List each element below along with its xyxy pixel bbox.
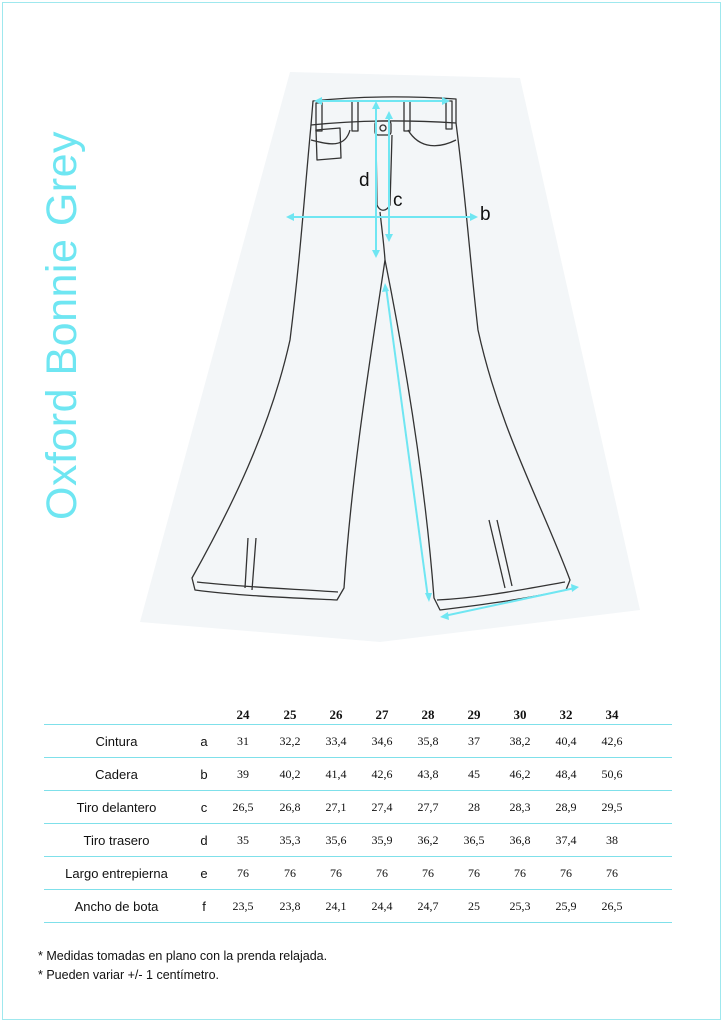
size-chart-table (44, 706, 672, 923)
note-measurement: * Medidas tomadas en plano con la prenda relajada. (38, 949, 328, 963)
table-row (44, 857, 672, 890)
measure-label-c: c (393, 190, 403, 211)
table-row (44, 791, 672, 824)
size-header-row (44, 706, 672, 725)
row-spacer (635, 824, 672, 857)
size-header-cell: 25 (267, 706, 313, 725)
measurement-value: 27,4 (359, 791, 405, 824)
size-header-cell: 29 (451, 706, 497, 725)
measurement-value: 36,8 (497, 824, 543, 857)
row-spacer (635, 857, 672, 890)
measurement-name: Tiro trasero (44, 824, 189, 857)
measurement-value: 42,6 (589, 725, 635, 758)
measurement-value: 25 (451, 890, 497, 923)
measurement-value: 76 (313, 857, 359, 890)
measurement-value: 28,9 (543, 791, 589, 824)
measurement-letter: a (189, 725, 219, 758)
measurement-value: 42,6 (359, 758, 405, 791)
row-spacer (635, 890, 672, 923)
measurement-value: 43,8 (405, 758, 451, 791)
measurement-value: 23,8 (267, 890, 313, 923)
measurement-value: 76 (219, 857, 267, 890)
measurement-value: 24,7 (405, 890, 451, 923)
measurement-value: 76 (589, 857, 635, 890)
measurement-value: 33,4 (313, 725, 359, 758)
measurement-value: 76 (359, 857, 405, 890)
measurement-value: 40,2 (267, 758, 313, 791)
row-spacer (635, 791, 672, 824)
size-header-cell: 27 (359, 706, 405, 725)
header-spacer (635, 706, 672, 725)
measurement-value: 31 (219, 725, 267, 758)
measurement-value: 36,2 (405, 824, 451, 857)
measurement-value: 35,6 (313, 824, 359, 857)
measurement-value: 24,1 (313, 890, 359, 923)
measurement-value: 35,3 (267, 824, 313, 857)
table-row (44, 758, 672, 791)
measure-label-d: d (359, 170, 370, 191)
measurement-letter: c (189, 791, 219, 824)
measurement-letter: d (189, 824, 219, 857)
measurement-name: Largo entrepierna (44, 857, 189, 890)
table-row (44, 890, 672, 923)
measurement-value: 48,4 (543, 758, 589, 791)
measurement-value: 28 (451, 791, 497, 824)
measurement-value: 46,2 (497, 758, 543, 791)
measure-label-b: b (480, 204, 491, 225)
header-spacer (189, 706, 219, 725)
measurement-value: 28,3 (497, 791, 543, 824)
measurement-value: 41,4 (313, 758, 359, 791)
size-header-cell: 24 (219, 706, 267, 725)
measurement-value: 26,5 (219, 791, 267, 824)
measurement-value: 45 (451, 758, 497, 791)
size-header-cell: 26 (313, 706, 359, 725)
table-row (44, 824, 672, 857)
measurement-value: 26,8 (267, 791, 313, 824)
measurement-value: 38 (589, 824, 635, 857)
size-header-cell: 30 (497, 706, 543, 725)
measurement-value: 35,8 (405, 725, 451, 758)
measurement-value: 23,5 (219, 890, 267, 923)
table-row (44, 725, 672, 758)
measurement-value: 29,5 (589, 791, 635, 824)
measurement-name: Cintura (44, 725, 189, 758)
measurement-value: 76 (267, 857, 313, 890)
measurement-value: 76 (497, 857, 543, 890)
measurement-name: Tiro delantero (44, 791, 189, 824)
measurement-value: 36,5 (451, 824, 497, 857)
measurement-value: 40,4 (543, 725, 589, 758)
measurement-value: 34,6 (359, 725, 405, 758)
measurement-value: 76 (405, 857, 451, 890)
measurement-value: 27,7 (405, 791, 451, 824)
measurement-value: 76 (543, 857, 589, 890)
row-spacer (635, 758, 672, 791)
measurement-value: 37 (451, 725, 497, 758)
row-spacer (635, 725, 672, 758)
size-header-cell: 32 (543, 706, 589, 725)
measurement-value: 25,3 (497, 890, 543, 923)
measurement-value: 50,6 (589, 758, 635, 791)
measurement-name: Cadera (44, 758, 189, 791)
measurement-value: 35,9 (359, 824, 405, 857)
measurement-name: Ancho de bota (44, 890, 189, 923)
measurement-letter: f (189, 890, 219, 923)
measurement-value: 76 (451, 857, 497, 890)
measurement-value: 25,9 (543, 890, 589, 923)
measurement-value: 24,4 (359, 890, 405, 923)
size-header-cell: 28 (405, 706, 451, 725)
measurement-value: 32,2 (267, 725, 313, 758)
measurement-letter: e (189, 857, 219, 890)
note-tolerance: * Pueden variar +/- 1 centímetro. (38, 968, 219, 982)
measurement-value: 38,2 (497, 725, 543, 758)
product-title: Oxford Bonnie Grey (38, 130, 86, 520)
header-spacer (44, 706, 189, 725)
size-header-cell: 34 (589, 706, 635, 725)
measurement-value: 35 (219, 824, 267, 857)
measurement-letter: b (189, 758, 219, 791)
measurement-value: 27,1 (313, 791, 359, 824)
measurement-value: 37,4 (543, 824, 589, 857)
measurement-value: 26,5 (589, 890, 635, 923)
measurement-value: 39 (219, 758, 267, 791)
